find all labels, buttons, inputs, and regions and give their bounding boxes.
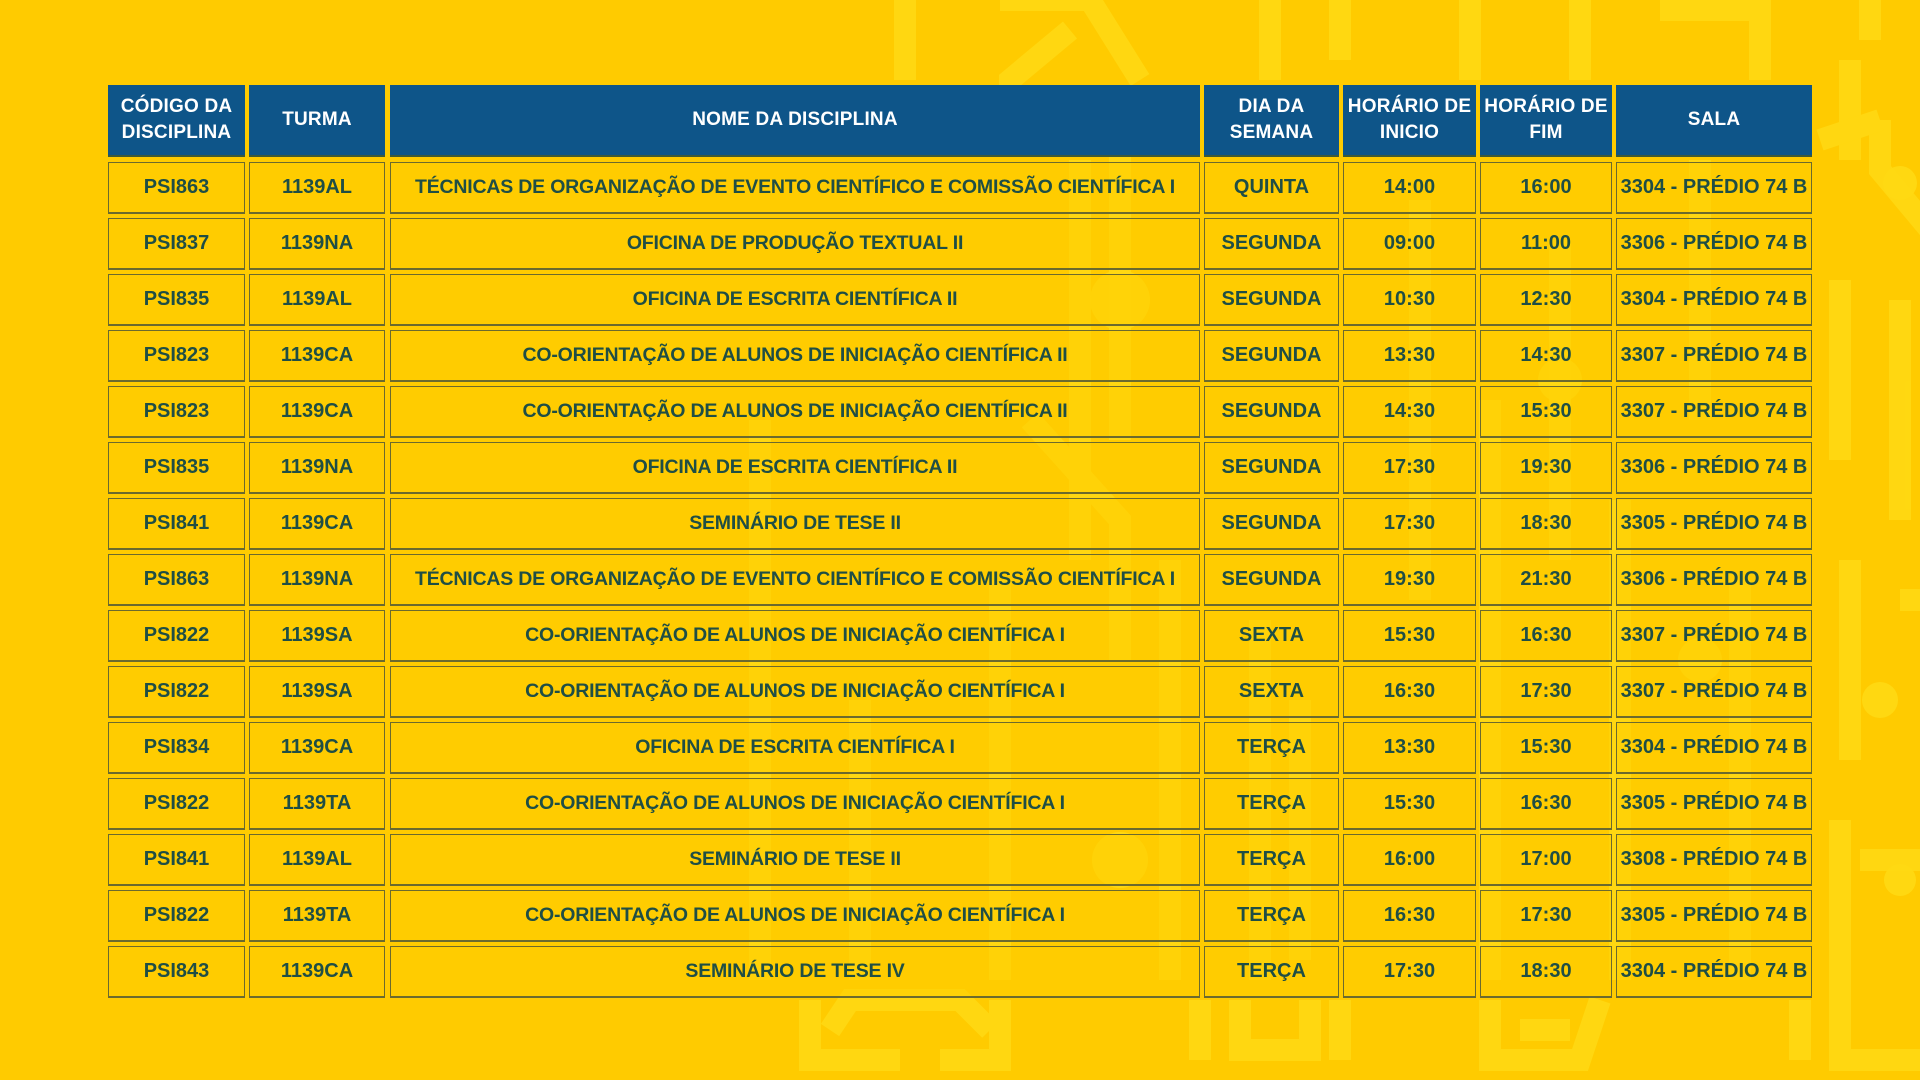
cell-inicio: 15:30 bbox=[1343, 610, 1476, 662]
cell-sala: 3308 - PRÉDIO 74 B bbox=[1616, 834, 1812, 886]
cell-sala: 3306 - PRÉDIO 74 B bbox=[1616, 218, 1812, 270]
cell-codigo: PSI843 bbox=[108, 946, 245, 998]
cell-nome: OFICINA DE ESCRITA CIENTÍFICA II bbox=[390, 274, 1200, 326]
cell-sala: 3304 - PRÉDIO 74 B bbox=[1616, 946, 1812, 998]
cell-dia: SEXTA bbox=[1204, 666, 1339, 718]
cell-turma: 1139CA bbox=[249, 722, 385, 774]
cell-codigo: PSI834 bbox=[108, 722, 245, 774]
cell-dia: SEGUNDA bbox=[1204, 218, 1339, 270]
cell-sala: 3306 - PRÉDIO 74 B bbox=[1616, 554, 1812, 606]
cell-turma: 1139NA bbox=[249, 218, 385, 270]
cell-inicio: 19:30 bbox=[1343, 554, 1476, 606]
cell-dia: QUINTA bbox=[1204, 162, 1339, 214]
header-dia: DIA DA SEMANA bbox=[1204, 85, 1339, 157]
cell-fim: 16:30 bbox=[1480, 778, 1612, 830]
cell-fim: 12:30 bbox=[1480, 274, 1612, 326]
cell-sala: 3304 - PRÉDIO 74 B bbox=[1616, 274, 1812, 326]
cell-nome: TÉCNICAS DE ORGANIZAÇÃO DE EVENTO CIENTÍFICO E COMISSÃO CIENTÍFICA I bbox=[390, 162, 1200, 214]
cell-inicio: 17:30 bbox=[1343, 946, 1476, 998]
cell-turma: 1139SA bbox=[249, 610, 385, 662]
cell-dia: SEGUNDA bbox=[1204, 498, 1339, 550]
cell-codigo: PSI822 bbox=[108, 890, 245, 942]
cell-nome: OFICINA DE ESCRITA CIENTÍFICA II bbox=[390, 442, 1200, 494]
cell-dia: TERÇA bbox=[1204, 946, 1339, 998]
cell-turma: 1139TA bbox=[249, 890, 385, 942]
cell-codigo: PSI823 bbox=[108, 386, 245, 438]
cell-turma: 1139TA bbox=[249, 778, 385, 830]
cell-codigo: PSI822 bbox=[108, 778, 245, 830]
cell-turma: 1139CA bbox=[249, 386, 385, 438]
cell-inicio: 10:30 bbox=[1343, 274, 1476, 326]
cell-dia: TERÇA bbox=[1204, 890, 1339, 942]
cell-dia: SEGUNDA bbox=[1204, 274, 1339, 326]
cell-inicio: 13:30 bbox=[1343, 330, 1476, 382]
cell-sala: 3307 - PRÉDIO 74 B bbox=[1616, 666, 1812, 718]
header-sala: SALA bbox=[1616, 85, 1812, 157]
cell-fim: 15:30 bbox=[1480, 722, 1612, 774]
cell-turma: 1139CA bbox=[249, 946, 385, 998]
cell-fim: 17:30 bbox=[1480, 666, 1612, 718]
cell-dia: TERÇA bbox=[1204, 722, 1339, 774]
cell-nome: CO-ORIENTAÇÃO DE ALUNOS DE INICIAÇÃO CIENTÍFICA II bbox=[390, 386, 1200, 438]
cell-fim: 15:30 bbox=[1480, 386, 1612, 438]
cell-turma: 1139AL bbox=[249, 162, 385, 214]
cell-inicio: 14:00 bbox=[1343, 162, 1476, 214]
cell-sala: 3304 - PRÉDIO 74 B bbox=[1616, 722, 1812, 774]
header-turma: TURMA bbox=[249, 85, 385, 157]
cell-nome: CO-ORIENTAÇÃO DE ALUNOS DE INICIAÇÃO CIENTÍFICA I bbox=[390, 778, 1200, 830]
cell-sala: 3304 - PRÉDIO 74 B bbox=[1616, 162, 1812, 214]
cell-nome: CO-ORIENTAÇÃO DE ALUNOS DE INICIAÇÃO CIENTÍFICA I bbox=[390, 666, 1200, 718]
cell-sala: 3307 - PRÉDIO 74 B bbox=[1616, 386, 1812, 438]
cell-codigo: PSI841 bbox=[108, 834, 245, 886]
cell-inicio: 14:30 bbox=[1343, 386, 1476, 438]
cell-inicio: 17:30 bbox=[1343, 498, 1476, 550]
cell-codigo: PSI863 bbox=[108, 554, 245, 606]
header-inicio: HORÁRIO DE INICIO bbox=[1343, 85, 1476, 157]
cell-codigo: PSI863 bbox=[108, 162, 245, 214]
cell-dia: SEGUNDA bbox=[1204, 442, 1339, 494]
cell-fim: 16:30 bbox=[1480, 610, 1612, 662]
cell-nome: SEMINÁRIO DE TESE II bbox=[390, 498, 1200, 550]
cell-sala: 3307 - PRÉDIO 74 B bbox=[1616, 330, 1812, 382]
cell-inicio: 15:30 bbox=[1343, 778, 1476, 830]
cell-nome: CO-ORIENTAÇÃO DE ALUNOS DE INICIAÇÃO CIENTÍFICA I bbox=[390, 890, 1200, 942]
cell-fim: 16:00 bbox=[1480, 162, 1612, 214]
cell-codigo: PSI822 bbox=[108, 610, 245, 662]
cell-nome: OFICINA DE ESCRITA CIENTÍFICA I bbox=[390, 722, 1200, 774]
cell-nome: CO-ORIENTAÇÃO DE ALUNOS DE INICIAÇÃO CIENTÍFICA I bbox=[390, 610, 1200, 662]
cell-inicio: 17:30 bbox=[1343, 442, 1476, 494]
cell-fim: 18:30 bbox=[1480, 946, 1612, 998]
header-codigo: CÓDIGO DA DISCIPLINA bbox=[108, 85, 245, 157]
cell-fim: 19:30 bbox=[1480, 442, 1612, 494]
cell-sala: 3306 - PRÉDIO 74 B bbox=[1616, 442, 1812, 494]
cell-nome: CO-ORIENTAÇÃO DE ALUNOS DE INICIAÇÃO CIENTÍFICA II bbox=[390, 330, 1200, 382]
cell-fim: 18:30 bbox=[1480, 498, 1612, 550]
cell-inicio: 16:00 bbox=[1343, 834, 1476, 886]
cell-dia: SEGUNDA bbox=[1204, 554, 1339, 606]
cell-inicio: 13:30 bbox=[1343, 722, 1476, 774]
cell-sala: 3305 - PRÉDIO 74 B bbox=[1616, 778, 1812, 830]
cell-sala: 3305 - PRÉDIO 74 B bbox=[1616, 498, 1812, 550]
cell-codigo: PSI835 bbox=[108, 274, 245, 326]
cell-dia: SEGUNDA bbox=[1204, 386, 1339, 438]
cell-inicio: 09:00 bbox=[1343, 218, 1476, 270]
cell-turma: 1139AL bbox=[249, 274, 385, 326]
header-nome: NOME DA DISCIPLINA bbox=[390, 85, 1200, 157]
cell-codigo: PSI823 bbox=[108, 330, 245, 382]
cell-dia: TERÇA bbox=[1204, 834, 1339, 886]
cell-turma: 1139SA bbox=[249, 666, 385, 718]
cell-sala: 3307 - PRÉDIO 74 B bbox=[1616, 610, 1812, 662]
cell-turma: 1139NA bbox=[249, 554, 385, 606]
cell-turma: 1139CA bbox=[249, 498, 385, 550]
cell-nome: OFICINA DE PRODUÇÃO TEXTUAL II bbox=[390, 218, 1200, 270]
cell-fim: 11:00 bbox=[1480, 218, 1612, 270]
cell-fim: 14:30 bbox=[1480, 330, 1612, 382]
cell-inicio: 16:30 bbox=[1343, 890, 1476, 942]
cell-nome: SEMINÁRIO DE TESE II bbox=[390, 834, 1200, 886]
cell-fim: 21:30 bbox=[1480, 554, 1612, 606]
cell-codigo: PSI837 bbox=[108, 218, 245, 270]
cell-sala: 3305 - PRÉDIO 74 B bbox=[1616, 890, 1812, 942]
cell-dia: TERÇA bbox=[1204, 778, 1339, 830]
cell-turma: 1139CA bbox=[249, 330, 385, 382]
cell-codigo: PSI841 bbox=[108, 498, 245, 550]
cell-fim: 17:00 bbox=[1480, 834, 1612, 886]
cell-codigo: PSI822 bbox=[108, 666, 245, 718]
cell-nome: SEMINÁRIO DE TESE IV bbox=[390, 946, 1200, 998]
cell-nome: TÉCNICAS DE ORGANIZAÇÃO DE EVENTO CIENTÍFICO E COMISSÃO CIENTÍFICA I bbox=[390, 554, 1200, 606]
cell-dia: SEGUNDA bbox=[1204, 330, 1339, 382]
cell-turma: 1139NA bbox=[249, 442, 385, 494]
cell-turma: 1139AL bbox=[249, 834, 385, 886]
header-fim: HORÁRIO DE FIM bbox=[1480, 85, 1612, 157]
cell-codigo: PSI835 bbox=[108, 442, 245, 494]
cell-inicio: 16:30 bbox=[1343, 666, 1476, 718]
cell-fim: 17:30 bbox=[1480, 890, 1612, 942]
cell-dia: SEXTA bbox=[1204, 610, 1339, 662]
